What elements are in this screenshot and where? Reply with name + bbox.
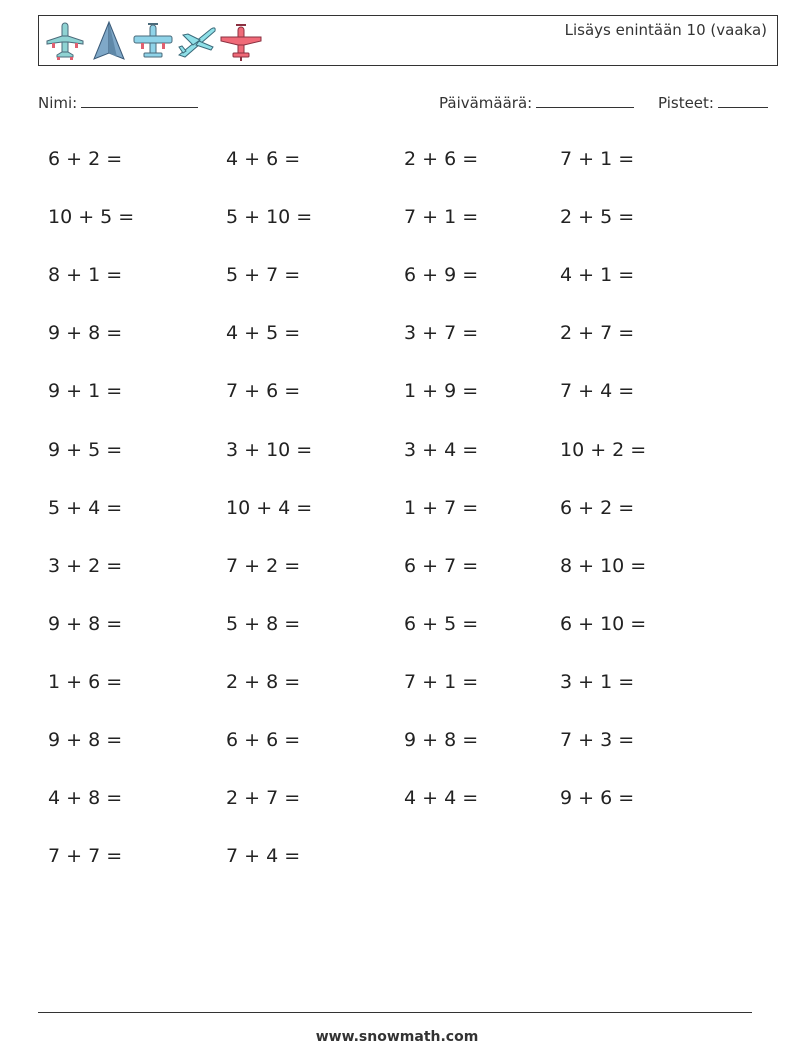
problem-r3-c1: 8 + 1 = xyxy=(48,264,123,286)
problem-r1-c2: 4 + 6 = xyxy=(226,148,301,170)
score-label: Pisteet: xyxy=(658,94,714,112)
problem-r3-c4: 4 + 1 = xyxy=(560,264,635,286)
problem-r8-c4: 8 + 10 = xyxy=(560,555,647,577)
date-label: Päivämäärä: xyxy=(439,94,533,112)
worksheet-header xyxy=(38,15,778,66)
icon-strip xyxy=(43,19,263,63)
name-label: Nimi: xyxy=(38,94,78,112)
problem-r6-c3: 3 + 4 = xyxy=(404,439,479,461)
score-blank[interactable] xyxy=(718,93,768,108)
problem-r9-c3: 6 + 5 = xyxy=(404,613,479,635)
problem-r12-c1: 4 + 8 = xyxy=(48,787,123,809)
problem-r5-c4: 7 + 4 = xyxy=(560,380,635,402)
problem-r1-c4: 7 + 1 = xyxy=(560,148,635,170)
problem-r9-c2: 5 + 8 = xyxy=(226,613,301,635)
name-field xyxy=(38,93,198,112)
red-airplane-icon xyxy=(219,19,263,63)
problem-r7-c3: 1 + 7 = xyxy=(404,497,479,519)
date-field xyxy=(439,93,634,112)
problem-r11-c3: 9 + 8 = xyxy=(404,729,479,751)
problem-r5-c3: 1 + 9 = xyxy=(404,380,479,402)
problem-r2-c3: 7 + 1 = xyxy=(404,206,479,228)
problem-r6-c4: 10 + 2 = xyxy=(560,439,647,461)
problem-r7-c1: 5 + 4 = xyxy=(48,497,123,519)
problem-r3-c3: 6 + 9 = xyxy=(404,264,479,286)
problem-r8-c1: 3 + 2 = xyxy=(48,555,123,577)
problem-r2-c2: 5 + 10 = xyxy=(226,206,313,228)
airplane-icon xyxy=(43,19,87,63)
problem-r9-c4: 6 + 10 = xyxy=(560,613,647,635)
problem-r5-c1: 9 + 1 = xyxy=(48,380,123,402)
problem-r10-c2: 2 + 8 = xyxy=(226,671,301,693)
problem-r9-c1: 9 + 8 = xyxy=(48,613,123,635)
propeller-plane-icon xyxy=(131,19,175,63)
problem-r4-c3: 3 + 7 = xyxy=(404,322,479,344)
problem-r12-c4: 9 + 6 = xyxy=(560,787,635,809)
problem-r12-c3: 4 + 4 = xyxy=(404,787,479,809)
problem-r1-c1: 6 + 2 = xyxy=(48,148,123,170)
paper-plane-icon xyxy=(87,19,131,63)
problem-r4-c2: 4 + 5 = xyxy=(226,322,301,344)
jet-icon xyxy=(175,19,219,63)
problem-r13-c2: 7 + 4 = xyxy=(226,845,301,867)
problem-r5-c2: 7 + 6 = xyxy=(226,380,301,402)
problem-r10-c4: 3 + 1 = xyxy=(560,671,635,693)
problem-r11-c1: 9 + 8 = xyxy=(48,729,123,751)
footer-divider xyxy=(38,1012,752,1013)
problem-r2-c1: 10 + 5 = xyxy=(48,206,135,228)
problem-r8-c3: 6 + 7 = xyxy=(404,555,479,577)
problem-r10-c1: 1 + 6 = xyxy=(48,671,123,693)
problem-r3-c2: 5 + 7 = xyxy=(226,264,301,286)
worksheet-title: Lisäys enintään 10 (vaaka) xyxy=(564,21,767,39)
problem-r10-c3: 7 + 1 = xyxy=(404,671,479,693)
date-blank[interactable] xyxy=(536,93,634,108)
problem-r2-c4: 2 + 5 = xyxy=(560,206,635,228)
problem-r8-c2: 7 + 2 = xyxy=(226,555,301,577)
problem-r4-c1: 9 + 8 = xyxy=(48,322,123,344)
footer-website: www.snowmath.com xyxy=(315,1029,479,1045)
problem-r4-c4: 2 + 7 = xyxy=(560,322,635,344)
problem-r11-c2: 6 + 6 = xyxy=(226,729,301,751)
problem-r6-c1: 9 + 5 = xyxy=(48,439,123,461)
problem-r7-c4: 6 + 2 = xyxy=(560,497,635,519)
problem-r7-c2: 10 + 4 = xyxy=(226,497,313,519)
problem-r13-c1: 7 + 7 = xyxy=(48,845,123,867)
score-field xyxy=(658,93,768,112)
problem-r6-c2: 3 + 10 = xyxy=(226,439,313,461)
name-blank[interactable] xyxy=(81,93,198,108)
problem-r12-c2: 2 + 7 = xyxy=(226,787,301,809)
problem-r11-c4: 7 + 3 = xyxy=(560,729,635,751)
problem-r1-c3: 2 + 6 = xyxy=(404,148,479,170)
